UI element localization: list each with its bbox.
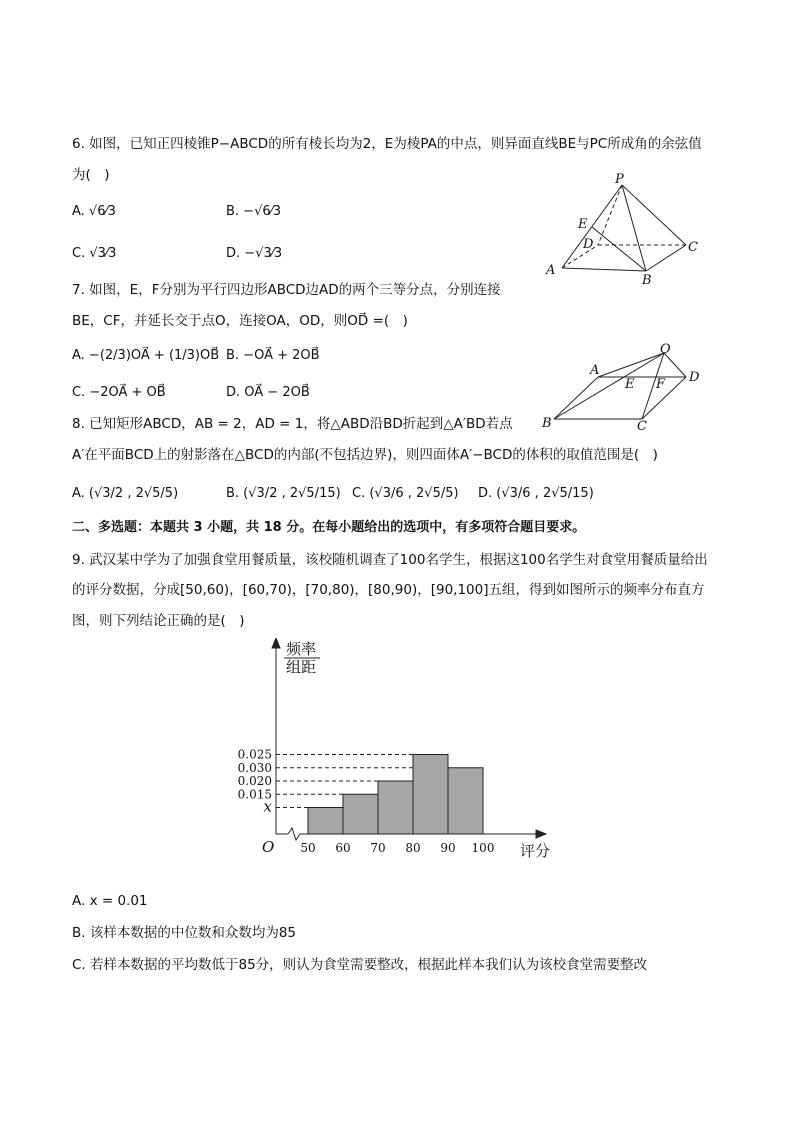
label-e: E	[625, 377, 635, 392]
histogram-bar-4	[448, 768, 483, 834]
q9-stem-line2: 的评分数据，分成[50,60)，[60,70)，[70,80)，[80,90)，[90,100]五组，得到如图所示的频率分布直方	[72, 582, 705, 598]
edge-pa	[562, 185, 622, 268]
q9-stem-line3: 图，则下列结论正确的是( )	[72, 613, 245, 629]
label-b: B	[642, 273, 652, 287]
q6-option-d: D. −√3⁄3	[226, 246, 283, 261]
side-ab	[554, 377, 598, 419]
x-label: 评分	[520, 842, 551, 860]
label-d: D	[583, 237, 594, 252]
section-2-heading: 二、多选题：本题共 3 小题，共 18 分。在每小题给出的选项中，有多项符合题目要求。	[72, 520, 586, 535]
q6-stem-line1: 6. 如图，已知正四棱锥P−ABCD的所有棱长均为2，E为棱PA的中点，则异面直线BE与PC所成角的余弦值	[72, 136, 702, 152]
x-tick-label-1: 60	[335, 841, 351, 855]
q7-option-a: A. −(2/3)OA⃗ + (1/3)OB⃗	[72, 348, 220, 363]
label-p: P	[615, 172, 624, 187]
label-c: C	[637, 419, 647, 431]
x-tick-label-0: 50	[300, 841, 316, 855]
x-tick-label-5: 100	[471, 841, 495, 855]
q8-stem-line2: A′在平面BCD上的射影落在△BCD的内部(不包括边界)，则四面体A′−BCD的体积的取值范围是( )	[72, 447, 658, 463]
q7-option-c: C. −2OA⃗ + OB⃗	[72, 385, 166, 400]
q7-stem-line2: BE，CF，并延长交于点O，连接OA，OD，则OD⃗ =( )	[72, 313, 408, 329]
q6-pyramid-figure	[538, 172, 718, 287]
edge-pc	[622, 185, 686, 245]
segment-be	[592, 227, 646, 271]
label-d: D	[689, 370, 700, 385]
q9-option-a: A. x = 0.01	[72, 893, 148, 909]
edge-bc	[646, 245, 686, 271]
q8-option-d: D. (√3/6 , 2√5/15)	[478, 486, 594, 501]
y-tick-label-0: x	[263, 797, 272, 816]
q9-option-b: B. 该样本数据的中位数和众数均为85	[72, 925, 297, 941]
q9-option-c: C. 若样本数据的平均数低于85分，则认为食堂需要整改，根据此样本我们认为该校食堂需要整改	[72, 957, 648, 973]
y-label-bottom: 组距	[286, 658, 317, 676]
q6-option-b: B. −√6⁄3	[226, 204, 282, 219]
label-c: C	[688, 240, 698, 255]
label-f: F	[656, 377, 666, 392]
label-b: B	[542, 416, 552, 431]
y-tick-label-4: 0.030	[237, 760, 272, 775]
y-label-top: 频率	[286, 640, 317, 658]
edge-pd	[598, 185, 622, 245]
histogram-bar-3	[413, 755, 448, 835]
q7-parallelogram-figure	[540, 343, 720, 431]
origin-label: O	[262, 838, 275, 856]
q8-option-b: B. (√3/2 , 2√5/15)	[226, 486, 341, 501]
q8-option-a: A. (√3/2 , 2√5/5)	[72, 486, 179, 501]
label-a: A	[546, 263, 556, 278]
y-tick-label-1: 0.015	[237, 787, 272, 802]
q6-option-c: C. √3⁄3	[72, 246, 117, 261]
y-tick-label-3: 0.025	[237, 747, 272, 762]
q8-option-c: C. (√3/6 , 2√5/5)	[352, 486, 459, 501]
segment-bo	[554, 353, 664, 419]
q7-option-d: D. OA⃗ − 2OB⃗	[226, 385, 310, 400]
label-o: O	[660, 343, 671, 357]
q6-stem-line2: 为( )	[72, 167, 110, 183]
segment-oa	[598, 353, 664, 377]
x-tick-label-3: 80	[405, 841, 421, 855]
histogram-bar-2	[378, 781, 413, 834]
q7-option-b: B. −OA⃗ + 2OB⃗	[226, 348, 320, 363]
y-tick-label-2: 0.020	[237, 774, 272, 788]
y-axis-arrow	[272, 638, 280, 648]
q9-stem-line1: 9. 武汉某中学为了加强食堂用餐质量，该校随机调查了100名学生，根据这100名学生对食堂用餐质量给出	[72, 552, 708, 568]
x-axis-arrow	[536, 830, 546, 838]
x-tick-label-2: 70	[370, 841, 386, 855]
label-a: A	[590, 363, 600, 378]
q6-option-a: A. √6⁄3	[72, 204, 116, 219]
q7-stem-line1: 7. 如图，E，F分别为平行四边形ABCD边AD的两个三等分点，分别连接	[72, 282, 501, 298]
x-tick-label-4: 90	[440, 841, 456, 855]
histogram-bar-0	[308, 808, 343, 835]
label-e: E	[578, 217, 588, 232]
edge-ab	[562, 268, 646, 271]
q8-stem-line1: 8. 已知矩形ABCD，AB = 2，AD = 1，将△ABD沿BD折起到△A′BD若点	[72, 416, 513, 432]
histogram-bar-1	[343, 794, 378, 834]
q9-frequency-histogram	[236, 638, 556, 863]
x-axis-break-icon	[288, 828, 300, 840]
edge-pb	[622, 185, 646, 271]
